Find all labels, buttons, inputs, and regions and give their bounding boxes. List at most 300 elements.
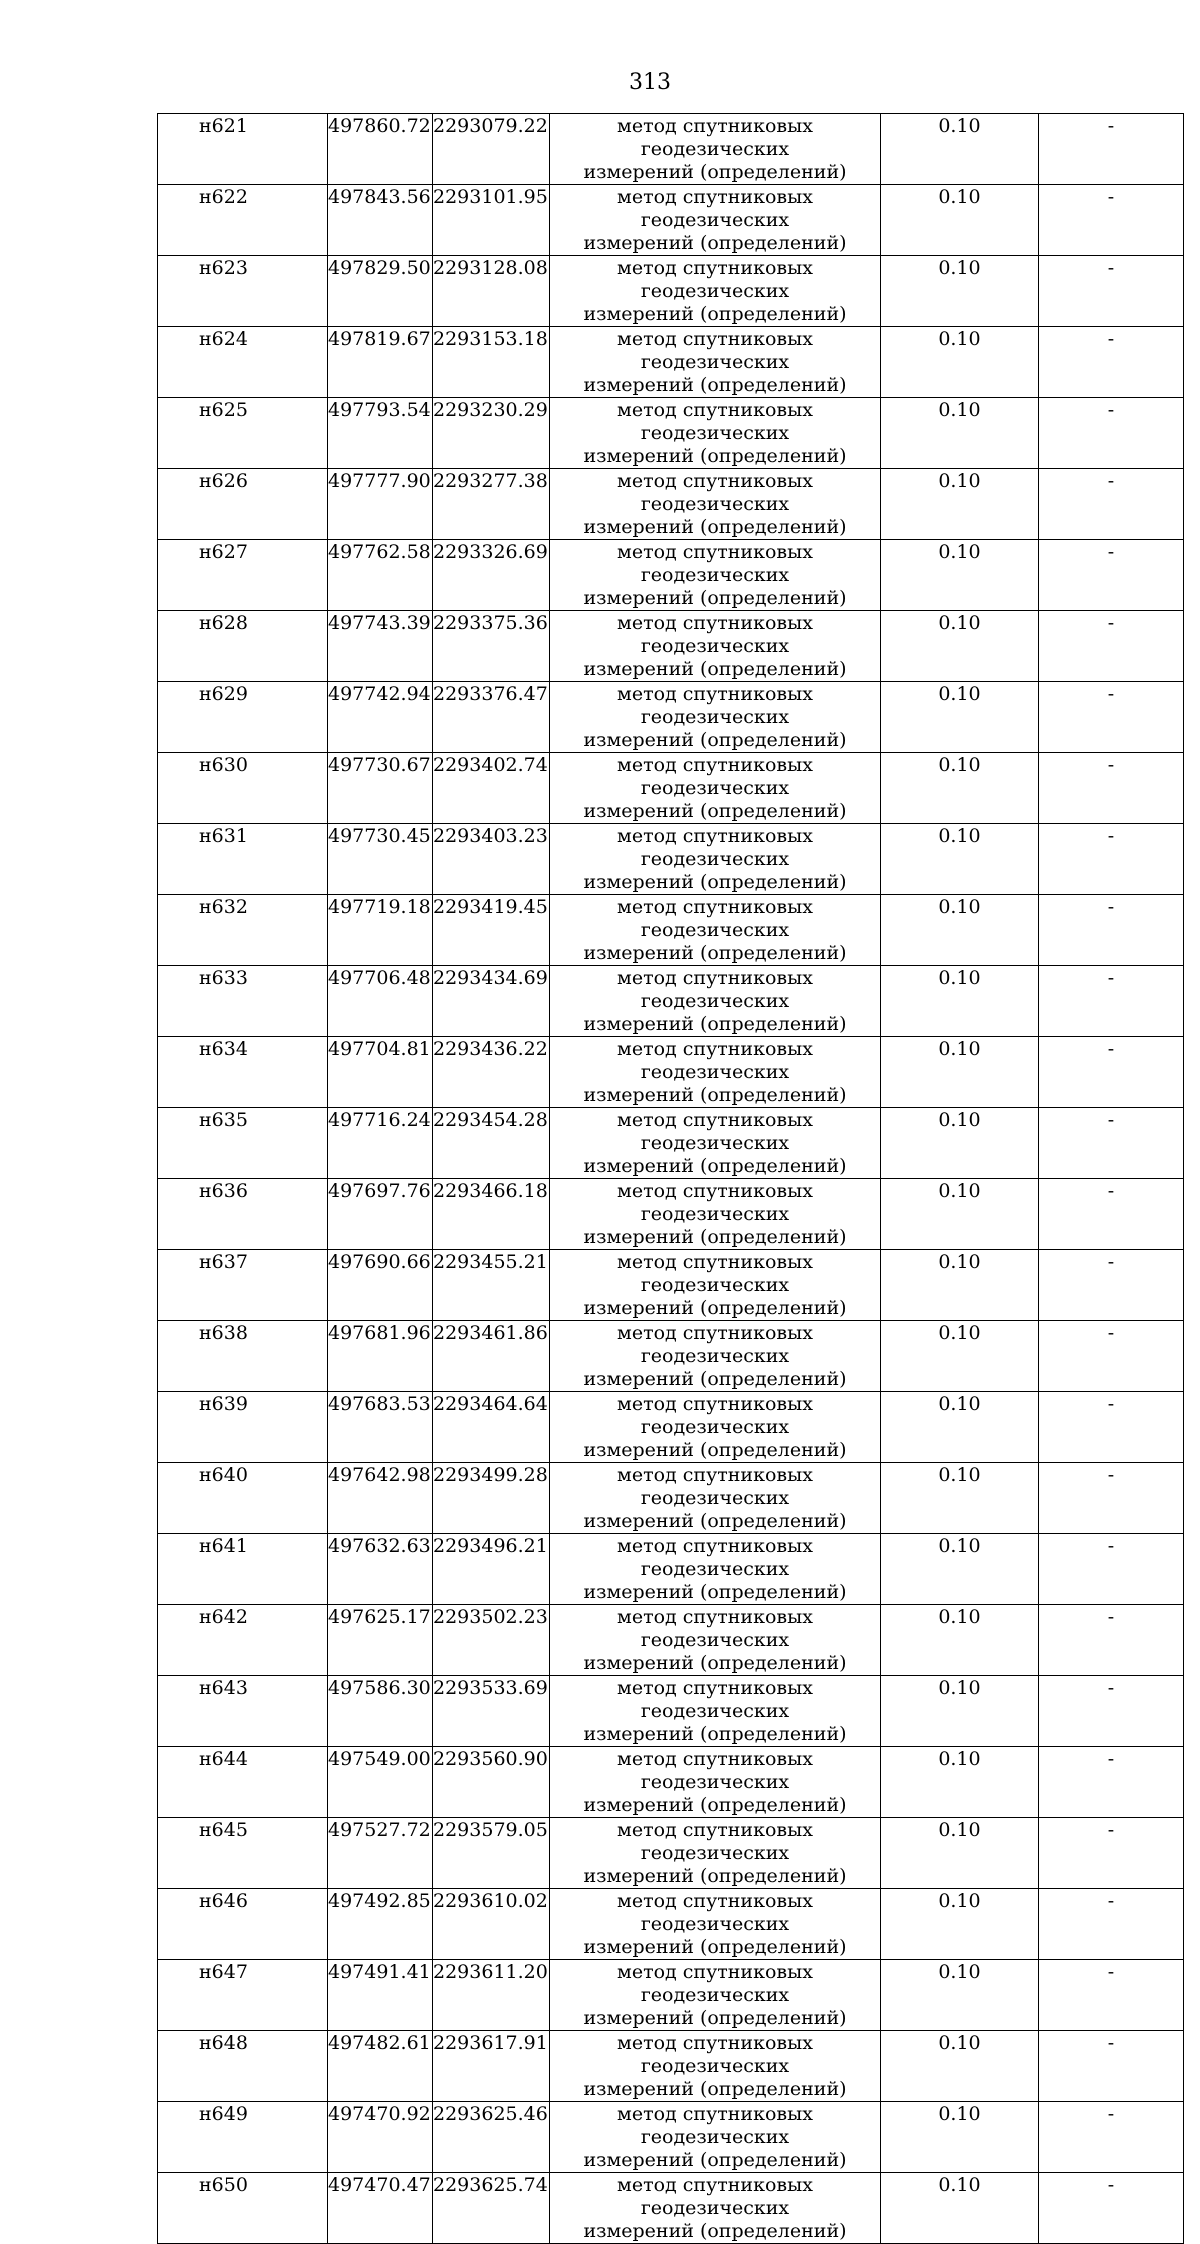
method-line-2: измерений (определений) bbox=[583, 2149, 847, 2171]
method-line-1: метод спутниковых геодезических bbox=[617, 1606, 813, 1651]
method-line-1: метод спутниковых геодезических bbox=[617, 1748, 813, 1793]
y-coordinate-cell bbox=[433, 2031, 550, 2102]
point-name-text: н648 bbox=[199, 2032, 248, 2054]
x-coordinate-text: 497642.98 bbox=[328, 1464, 431, 1486]
point-name-cell bbox=[158, 1534, 328, 1605]
point-name-text: н638 bbox=[199, 1322, 248, 1344]
method-cell bbox=[550, 1818, 881, 1889]
table-row bbox=[158, 1392, 1184, 1463]
point-name-cell bbox=[158, 540, 328, 611]
table-row bbox=[158, 2102, 1184, 2173]
method-line-1: метод спутниковых геодезических bbox=[617, 328, 813, 373]
accuracy-text: 0.10 bbox=[938, 257, 981, 279]
y-coordinate-text: 2293079.22 bbox=[433, 115, 548, 137]
point-name-text: н627 bbox=[199, 541, 248, 563]
method-line-2: измерений (определений) bbox=[583, 1510, 847, 1532]
method-line-2: измерений (определений) bbox=[583, 1794, 847, 1816]
accuracy-cell bbox=[881, 1037, 1039, 1108]
accuracy-text: 0.10 bbox=[938, 1535, 981, 1557]
y-coordinate-cell bbox=[433, 1321, 550, 1392]
method-line-2: измерений (определений) bbox=[583, 800, 847, 822]
table-row bbox=[158, 1534, 1184, 1605]
y-coordinate-cell bbox=[433, 1534, 550, 1605]
point-name-text: н621 bbox=[199, 115, 248, 137]
y-coordinate-cell bbox=[433, 398, 550, 469]
x-coordinate-cell bbox=[328, 1747, 433, 1818]
note-text: - bbox=[1107, 1322, 1115, 1344]
note-text: - bbox=[1107, 541, 1115, 563]
note-cell bbox=[1039, 1534, 1184, 1605]
note-cell bbox=[1039, 2173, 1184, 2244]
method-line-1: метод спутниковых геодезических bbox=[617, 1535, 813, 1580]
note-cell bbox=[1039, 966, 1184, 1037]
accuracy-text: 0.10 bbox=[938, 2103, 981, 2125]
note-text: - bbox=[1107, 399, 1115, 421]
note-cell bbox=[1039, 1250, 1184, 1321]
x-coordinate-text: 497470.92 bbox=[328, 2103, 431, 2125]
method-line-1: метод спутниковых геодезических bbox=[617, 1464, 813, 1509]
point-name-cell bbox=[158, 682, 328, 753]
point-name-cell bbox=[158, 2031, 328, 2102]
point-name-text: н642 bbox=[199, 1606, 248, 1628]
x-coordinate-cell bbox=[328, 1179, 433, 1250]
point-name-text: н643 bbox=[199, 1677, 248, 1699]
note-cell bbox=[1039, 824, 1184, 895]
point-name-cell bbox=[158, 1179, 328, 1250]
y-coordinate-text: 2293454.28 bbox=[433, 1109, 548, 1131]
accuracy-text: 0.10 bbox=[938, 896, 981, 918]
point-name-text: н645 bbox=[199, 1819, 248, 1841]
point-name-text: н649 bbox=[199, 2103, 248, 2125]
x-coordinate-text: 497730.67 bbox=[328, 754, 431, 776]
accuracy-cell bbox=[881, 1889, 1039, 1960]
point-name-cell bbox=[158, 895, 328, 966]
note-cell bbox=[1039, 1321, 1184, 1392]
accuracy-text: 0.10 bbox=[938, 1109, 981, 1131]
note-text: - bbox=[1107, 967, 1115, 989]
method-line-2: измерений (определений) bbox=[583, 1084, 847, 1106]
point-name-cell bbox=[158, 2102, 328, 2173]
method-line-2: измерений (определений) bbox=[583, 587, 847, 609]
note-cell bbox=[1039, 895, 1184, 966]
accuracy-text: 0.10 bbox=[938, 1251, 981, 1273]
y-coordinate-text: 2293419.45 bbox=[433, 896, 548, 918]
note-cell bbox=[1039, 540, 1184, 611]
y-coordinate-text: 2293617.91 bbox=[433, 2032, 548, 2054]
method-line-1: метод спутниковых геодезических bbox=[617, 257, 813, 302]
table-row bbox=[158, 824, 1184, 895]
accuracy-text: 0.10 bbox=[938, 825, 981, 847]
table-row bbox=[158, 895, 1184, 966]
table-row bbox=[158, 1747, 1184, 1818]
accuracy-text: 0.10 bbox=[938, 2032, 981, 2054]
note-cell bbox=[1039, 2102, 1184, 2173]
y-coordinate-text: 2293376.47 bbox=[433, 683, 548, 705]
method-cell bbox=[550, 611, 881, 682]
note-text: - bbox=[1107, 470, 1115, 492]
accuracy-cell bbox=[881, 469, 1039, 540]
x-coordinate-text: 497829.50 bbox=[328, 257, 431, 279]
method-cell bbox=[550, 1605, 881, 1676]
method-line-1: метод спутниковых геодезических bbox=[617, 1109, 813, 1154]
method-line-1: метод спутниковых геодезических bbox=[617, 399, 813, 444]
note-text: - bbox=[1107, 683, 1115, 705]
accuracy-text: 0.10 bbox=[938, 1677, 981, 1699]
y-coordinate-text: 2293277.38 bbox=[433, 470, 548, 492]
y-coordinate-cell bbox=[433, 1463, 550, 1534]
x-coordinate-cell bbox=[328, 682, 433, 753]
method-line-2: измерений (определений) bbox=[583, 1936, 847, 1958]
x-coordinate-cell bbox=[328, 1321, 433, 1392]
method-line-1: метод спутниковых геодезических bbox=[617, 1393, 813, 1438]
x-coordinate-text: 497632.63 bbox=[328, 1535, 431, 1557]
point-name-cell bbox=[158, 469, 328, 540]
accuracy-cell bbox=[881, 1747, 1039, 1818]
accuracy-text: 0.10 bbox=[938, 754, 981, 776]
accuracy-text: 0.10 bbox=[938, 541, 981, 563]
accuracy-text: 0.10 bbox=[938, 1961, 981, 1983]
y-coordinate-cell bbox=[433, 1108, 550, 1179]
x-coordinate-text: 497706.48 bbox=[328, 967, 431, 989]
y-coordinate-text: 2293466.18 bbox=[433, 1180, 548, 1202]
point-name-cell bbox=[158, 1960, 328, 2031]
method-cell bbox=[550, 469, 881, 540]
x-coordinate-cell bbox=[328, 1889, 433, 1960]
x-coordinate-text: 497681.96 bbox=[328, 1322, 431, 1344]
y-coordinate-cell bbox=[433, 2173, 550, 2244]
x-coordinate-text: 497819.67 bbox=[328, 328, 431, 350]
accuracy-cell bbox=[881, 1534, 1039, 1605]
method-line-1: метод спутниковых геодезических bbox=[617, 1961, 813, 2006]
note-cell bbox=[1039, 398, 1184, 469]
point-name-text: н631 bbox=[199, 825, 248, 847]
note-text: - bbox=[1107, 1819, 1115, 1841]
method-line-2: измерений (определений) bbox=[583, 658, 847, 680]
point-name-text: н634 bbox=[199, 1038, 248, 1060]
point-name-text: н644 bbox=[199, 1748, 248, 1770]
x-coordinate-cell bbox=[328, 469, 433, 540]
accuracy-text: 0.10 bbox=[938, 1890, 981, 1912]
x-coordinate-cell bbox=[328, 1605, 433, 1676]
note-text: - bbox=[1107, 1677, 1115, 1699]
point-name-cell bbox=[158, 327, 328, 398]
table-row bbox=[158, 256, 1184, 327]
x-coordinate-cell bbox=[328, 2102, 433, 2173]
method-cell bbox=[550, 2173, 881, 2244]
y-coordinate-cell bbox=[433, 540, 550, 611]
method-line-1: метод спутниковых геодезических bbox=[617, 2103, 813, 2148]
y-coordinate-cell bbox=[433, 682, 550, 753]
note-text: - bbox=[1107, 2103, 1115, 2125]
x-coordinate-cell bbox=[328, 1676, 433, 1747]
x-coordinate-cell bbox=[328, 1534, 433, 1605]
method-cell bbox=[550, 966, 881, 1037]
method-line-1: метод спутниковых геодезических bbox=[617, 1819, 813, 1864]
y-coordinate-cell bbox=[433, 1676, 550, 1747]
method-line-1: метод спутниковых геодезических bbox=[617, 186, 813, 231]
method-line-2: измерений (определений) bbox=[583, 1652, 847, 1674]
accuracy-text: 0.10 bbox=[938, 470, 981, 492]
y-coordinate-cell bbox=[433, 114, 550, 185]
table-row bbox=[158, 1676, 1184, 1747]
accuracy-text: 0.10 bbox=[938, 1748, 981, 1770]
method-line-2: измерений (определений) bbox=[583, 1013, 847, 1035]
accuracy-cell bbox=[881, 185, 1039, 256]
y-coordinate-cell bbox=[433, 1605, 550, 1676]
point-name-text: н622 bbox=[199, 186, 248, 208]
table-row bbox=[158, 611, 1184, 682]
method-line-2: измерений (определений) bbox=[583, 374, 847, 396]
note-text: - bbox=[1107, 2032, 1115, 2054]
note-text: - bbox=[1107, 186, 1115, 208]
table-row bbox=[158, 1960, 1184, 2031]
point-name-text: н635 bbox=[199, 1109, 248, 1131]
method-cell bbox=[550, 1534, 881, 1605]
point-name-cell bbox=[158, 1108, 328, 1179]
note-cell bbox=[1039, 1605, 1184, 1676]
point-name-cell bbox=[158, 1889, 328, 1960]
method-line-1: метод спутниковых геодезических bbox=[617, 2174, 813, 2219]
x-coordinate-cell bbox=[328, 1818, 433, 1889]
method-line-2: измерений (определений) bbox=[583, 2007, 847, 2029]
accuracy-cell bbox=[881, 540, 1039, 611]
page-number: 313 bbox=[629, 70, 671, 95]
x-coordinate-text: 497625.17 bbox=[328, 1606, 431, 1628]
method-line-2: измерений (определений) bbox=[583, 1297, 847, 1319]
note-cell bbox=[1039, 611, 1184, 682]
method-cell bbox=[550, 540, 881, 611]
x-coordinate-cell bbox=[328, 611, 433, 682]
point-name-text: н632 bbox=[199, 896, 248, 918]
table-row bbox=[158, 1605, 1184, 1676]
point-name-text: н630 bbox=[199, 754, 248, 776]
x-coordinate-text: 497690.66 bbox=[328, 1251, 431, 1273]
method-line-1: метод спутниковых геодезических bbox=[617, 1038, 813, 1083]
accuracy-text: 0.10 bbox=[938, 612, 981, 634]
method-cell bbox=[550, 1747, 881, 1818]
note-cell bbox=[1039, 327, 1184, 398]
method-cell bbox=[550, 1321, 881, 1392]
accuracy-cell bbox=[881, 1960, 1039, 2031]
note-cell bbox=[1039, 2031, 1184, 2102]
accuracy-text: 0.10 bbox=[938, 1393, 981, 1415]
x-coordinate-cell bbox=[328, 1037, 433, 1108]
accuracy-cell bbox=[881, 2102, 1039, 2173]
y-coordinate-text: 2293375.36 bbox=[433, 612, 548, 634]
accuracy-text: 0.10 bbox=[938, 328, 981, 350]
note-text: - bbox=[1107, 1109, 1115, 1131]
note-cell bbox=[1039, 1960, 1184, 2031]
coordinates-table bbox=[157, 113, 1184, 2244]
method-line-2: измерений (определений) bbox=[583, 871, 847, 893]
accuracy-cell bbox=[881, 2031, 1039, 2102]
y-coordinate-cell bbox=[433, 1392, 550, 1463]
y-coordinate-text: 2293402.74 bbox=[433, 754, 548, 776]
method-line-2: измерений (определений) bbox=[583, 303, 847, 325]
x-coordinate-text: 497492.85 bbox=[328, 1890, 431, 1912]
method-cell bbox=[550, 185, 881, 256]
x-coordinate-text: 497549.00 bbox=[328, 1748, 431, 1770]
note-text: - bbox=[1107, 1535, 1115, 1557]
x-coordinate-cell bbox=[328, 753, 433, 824]
x-coordinate-cell bbox=[328, 185, 433, 256]
x-coordinate-text: 497743.39 bbox=[328, 612, 431, 634]
y-coordinate-text: 2293499.28 bbox=[433, 1464, 548, 1486]
x-coordinate-text: 497762.58 bbox=[328, 541, 431, 563]
x-coordinate-cell bbox=[328, 966, 433, 1037]
y-coordinate-text: 2293101.95 bbox=[433, 186, 548, 208]
accuracy-cell bbox=[881, 2173, 1039, 2244]
point-name-text: н623 bbox=[199, 257, 248, 279]
point-name-cell bbox=[158, 1321, 328, 1392]
y-coordinate-cell bbox=[433, 753, 550, 824]
point-name-text: н636 bbox=[199, 1180, 248, 1202]
point-name-text: н647 bbox=[199, 1961, 248, 1983]
y-coordinate-text: 2293326.69 bbox=[433, 541, 548, 563]
table-row bbox=[158, 1321, 1184, 1392]
x-coordinate-text: 497860.72 bbox=[328, 115, 431, 137]
x-coordinate-cell bbox=[328, 1108, 433, 1179]
x-coordinate-cell bbox=[328, 540, 433, 611]
x-coordinate-text: 497683.53 bbox=[328, 1393, 431, 1415]
method-cell bbox=[550, 1250, 881, 1321]
note-cell bbox=[1039, 753, 1184, 824]
accuracy-text: 0.10 bbox=[938, 1464, 981, 1486]
table-row bbox=[158, 753, 1184, 824]
accuracy-text: 0.10 bbox=[938, 1606, 981, 1628]
y-coordinate-cell bbox=[433, 1960, 550, 2031]
method-cell bbox=[550, 1179, 881, 1250]
method-line-2: измерений (определений) bbox=[583, 1226, 847, 1248]
accuracy-text: 0.10 bbox=[938, 1038, 981, 1060]
note-text: - bbox=[1107, 328, 1115, 350]
point-name-cell bbox=[158, 2173, 328, 2244]
method-cell bbox=[550, 895, 881, 966]
method-line-2: измерений (определений) bbox=[583, 1439, 847, 1461]
method-line-1: метод спутниковых геодезических bbox=[617, 754, 813, 799]
point-name-cell bbox=[158, 1392, 328, 1463]
y-coordinate-text: 2293560.90 bbox=[433, 1748, 548, 1770]
note-text: - bbox=[1107, 1180, 1115, 1202]
y-coordinate-text: 2293611.20 bbox=[433, 1961, 548, 1983]
point-name-text: н628 bbox=[199, 612, 248, 634]
method-line-1: метод спутниковых геодезических bbox=[617, 896, 813, 941]
x-coordinate-cell bbox=[328, 824, 433, 895]
x-coordinate-cell bbox=[328, 2173, 433, 2244]
point-name-cell bbox=[158, 966, 328, 1037]
accuracy-cell bbox=[881, 753, 1039, 824]
point-name-text: н626 bbox=[199, 470, 248, 492]
method-cell bbox=[550, 327, 881, 398]
accuracy-text: 0.10 bbox=[938, 1819, 981, 1841]
y-coordinate-text: 2293436.22 bbox=[433, 1038, 548, 1060]
table-row bbox=[158, 1250, 1184, 1321]
note-text: - bbox=[1107, 1464, 1115, 1486]
y-coordinate-text: 2293579.05 bbox=[433, 1819, 548, 1841]
x-coordinate-cell bbox=[328, 398, 433, 469]
accuracy-cell bbox=[881, 895, 1039, 966]
note-text: - bbox=[1107, 1038, 1115, 1060]
method-cell bbox=[550, 398, 881, 469]
y-coordinate-text: 2293455.21 bbox=[433, 1251, 548, 1273]
method-cell bbox=[550, 824, 881, 895]
note-cell bbox=[1039, 1037, 1184, 1108]
note-cell bbox=[1039, 256, 1184, 327]
note-text: - bbox=[1107, 612, 1115, 634]
method-line-2: измерений (определений) bbox=[583, 729, 847, 751]
method-line-1: метод спутниковых геодезических bbox=[617, 967, 813, 1012]
point-name-cell bbox=[158, 398, 328, 469]
y-coordinate-cell bbox=[433, 256, 550, 327]
table-row bbox=[158, 469, 1184, 540]
y-coordinate-cell bbox=[433, 966, 550, 1037]
accuracy-cell bbox=[881, 824, 1039, 895]
point-name-cell bbox=[158, 1037, 328, 1108]
x-coordinate-text: 497843.56 bbox=[328, 186, 431, 208]
method-cell bbox=[550, 2102, 881, 2173]
accuracy-cell bbox=[881, 1321, 1039, 1392]
table-row bbox=[158, 1818, 1184, 1889]
table-row bbox=[158, 2031, 1184, 2102]
method-cell bbox=[550, 682, 881, 753]
y-coordinate-cell bbox=[433, 1037, 550, 1108]
x-coordinate-text: 497482.61 bbox=[328, 2032, 431, 2054]
y-coordinate-text: 2293128.08 bbox=[433, 257, 548, 279]
y-coordinate-text: 2293403.23 bbox=[433, 825, 548, 847]
note-text: - bbox=[1107, 754, 1115, 776]
point-name-cell bbox=[158, 824, 328, 895]
note-cell bbox=[1039, 185, 1184, 256]
method-cell bbox=[550, 2031, 881, 2102]
method-cell bbox=[550, 256, 881, 327]
point-name-text: н639 bbox=[199, 1393, 248, 1415]
method-line-2: измерений (определений) bbox=[583, 516, 847, 538]
y-coordinate-text: 2293625.74 bbox=[433, 2174, 548, 2196]
note-text: - bbox=[1107, 1606, 1115, 1628]
x-coordinate-cell bbox=[328, 1250, 433, 1321]
accuracy-cell bbox=[881, 1818, 1039, 1889]
accuracy-cell bbox=[881, 682, 1039, 753]
table-row bbox=[158, 1889, 1184, 1960]
method-line-1: метод спутниковых геодезических bbox=[617, 1677, 813, 1722]
method-cell bbox=[550, 1463, 881, 1534]
point-name-cell bbox=[158, 1818, 328, 1889]
method-line-2: измерений (определений) bbox=[583, 1581, 847, 1603]
point-name-text: н640 bbox=[199, 1464, 248, 1486]
table-row bbox=[158, 966, 1184, 1037]
point-name-cell bbox=[158, 185, 328, 256]
x-coordinate-text: 497793.54 bbox=[328, 399, 431, 421]
method-line-2: измерений (определений) bbox=[583, 1368, 847, 1390]
method-cell bbox=[550, 114, 881, 185]
y-coordinate-cell bbox=[433, 1747, 550, 1818]
accuracy-cell bbox=[881, 1605, 1039, 1676]
method-line-1: метод спутниковых геодезических bbox=[617, 1180, 813, 1225]
y-coordinate-text: 2293502.23 bbox=[433, 1606, 548, 1628]
accuracy-text: 0.10 bbox=[938, 967, 981, 989]
y-coordinate-cell bbox=[433, 469, 550, 540]
note-cell bbox=[1039, 1392, 1184, 1463]
x-coordinate-cell bbox=[328, 2031, 433, 2102]
table-row bbox=[158, 1179, 1184, 1250]
note-cell bbox=[1039, 1179, 1184, 1250]
method-line-1: метод спутниковых геодезических bbox=[617, 2032, 813, 2077]
method-cell bbox=[550, 1676, 881, 1747]
point-name-text: н625 bbox=[199, 399, 248, 421]
y-coordinate-cell bbox=[433, 1889, 550, 1960]
point-name-cell bbox=[158, 256, 328, 327]
method-line-2: измерений (определений) bbox=[583, 161, 847, 183]
